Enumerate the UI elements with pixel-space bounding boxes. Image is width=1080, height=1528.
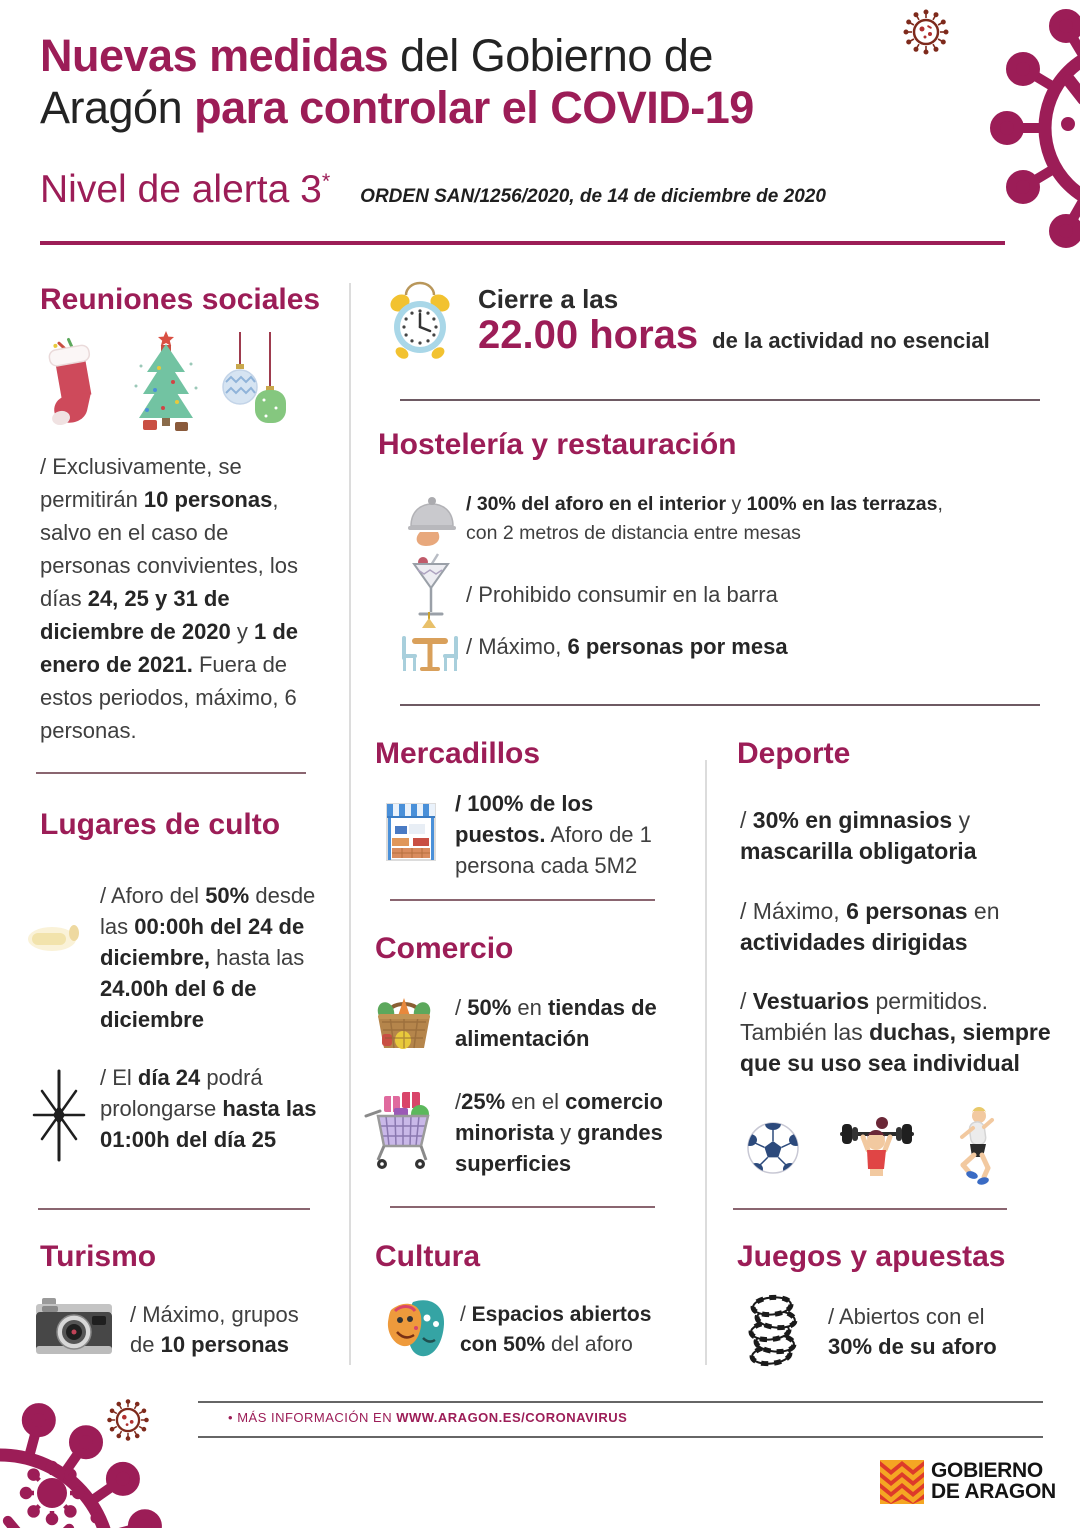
- christmas-tree-icon: [133, 330, 203, 438]
- section-divider: [36, 772, 306, 774]
- section-title-deporte: Deporte: [737, 737, 851, 770]
- section-divider: [733, 1208, 1007, 1210]
- order-reference: ORDEN SAN/1256/2020, de 14 de diciembre de 2020: [360, 186, 826, 207]
- hosteleria-item-text: / Máximo, 6 personas por mesa: [466, 634, 788, 659]
- bullet-icon: •: [228, 1410, 234, 1425]
- logo-text: GOBIERNO DE ARAGON: [931, 1459, 1056, 1503]
- virus-icon-small: [900, 6, 952, 58]
- christmas-stocking-icon: [42, 333, 108, 431]
- mercadillos-item-text: / 100% de los puestos. Aforo de 1 persona cada 5M2: [455, 791, 652, 878]
- virus-icon-large: [950, 0, 1080, 258]
- aragon-flag-icon: [880, 1460, 924, 1504]
- serving-cloche-icon: [404, 490, 462, 550]
- section-divider: [400, 704, 1040, 706]
- hosteleria-item-text: / Prohibido consumir en la barra: [466, 582, 778, 607]
- gobierno-aragon-logo: [880, 1460, 1056, 1504]
- deporte-item-text: / Vestuarios permitidos. También las duchas, siempre que su uso sea individual: [740, 988, 1051, 1076]
- comercio-item-text: / 50% en tiendas de alimentación: [455, 995, 657, 1051]
- section-title-hosteleria: Hostelería y restauración: [378, 428, 737, 461]
- section-divider: [390, 899, 655, 901]
- section-title-juegos: Juegos y apuestas: [737, 1240, 1006, 1273]
- weightlifter-icon: [838, 1110, 916, 1184]
- deporte-item-text: / Máximo, 6 personas en actividades dirigidas: [740, 898, 1000, 955]
- footer-url[interactable]: WWW.ARAGON.ES/CORONAVIRUS: [396, 1410, 628, 1425]
- section-divider: [390, 1206, 655, 1208]
- footer-divider: [198, 1436, 1043, 1438]
- section-divider: [400, 399, 1040, 401]
- juegos-item-text: / Abiertos con el 30% de su aforo: [828, 1304, 997, 1359]
- section-title-comercio: Comercio: [375, 932, 514, 965]
- section-title-turismo: Turismo: [40, 1240, 157, 1273]
- footer-divider: [198, 1401, 1043, 1403]
- candle-icon: [22, 915, 92, 959]
- reuniones-text: / Exclusivamente, se permitirán 10 personas, salvo en el caso de personas convivientes, los días 24, 25 y 31 de diciembre de 2020 y 1 de enero de 2021. Fuera de estos periodos, máximo, 6 personas.: [40, 454, 299, 743]
- soccer-ball-icon: [745, 1120, 801, 1176]
- cultura-item-text: / Espacios abiertos con 50% del aforo: [460, 1303, 652, 1356]
- market-stall-icon: [383, 796, 439, 866]
- page-title: Nuevas medidas del Gobierno de Aragón para controlar el COVID-19: [40, 30, 754, 134]
- runner-icon: [945, 1106, 1003, 1186]
- footer-info: • MÁS INFORMACIÓN EN WWW.ARAGON.ES/CORONAVIRUS: [228, 1410, 628, 1425]
- star-icon: [28, 1068, 90, 1163]
- hosteleria-item-text: / 30% del aforo en el interior y 100% en las terrazas, con 2 metros de distancia entre mesas: [466, 493, 943, 544]
- shopping-cart-icon: [362, 1088, 440, 1172]
- section-title-mercadillos: Mercadillos: [375, 737, 541, 770]
- section-divider: [38, 1208, 310, 1210]
- camera-icon: [34, 1296, 116, 1362]
- poker-chips-icon: [745, 1293, 803, 1367]
- header-divider: [40, 241, 1005, 245]
- closure-time: 22.00 horas: [478, 313, 699, 357]
- theater-masks-icon: [383, 1294, 449, 1362]
- culto-item-text: / Aforo del 50% desde las 00:00h del 24 de diciembre, hasta las 24.00h del 6 de diciembre: [100, 883, 316, 1032]
- column-divider: [349, 283, 351, 1365]
- alert-level: Nivel de alerta 3*: [40, 168, 331, 211]
- section-title-culto: Lugares de culto: [40, 808, 281, 841]
- section-title-cultura: Cultura: [375, 1240, 480, 1273]
- table-chairs-icon: [398, 610, 462, 686]
- virus-icon-small: [104, 1396, 152, 1444]
- closure-line1: Cierre a las: [478, 284, 619, 314]
- alarm-clock-icon: [383, 281, 457, 361]
- turismo-item-text: / Máximo, grupos de 10 personas: [130, 1302, 299, 1357]
- section-title-reuniones: Reuniones sociales: [40, 283, 321, 316]
- column-divider: [705, 760, 707, 1365]
- closure-suffix: de la actividad no esencial: [712, 328, 990, 353]
- deporte-item-text: / 30% en gimnasios y mascarilla obligatoria: [740, 807, 977, 864]
- christmas-baubles-icon: [222, 332, 290, 434]
- culto-item-text: / El día 24 podrá prolongarse hasta las 01:00h del día 25: [100, 1065, 317, 1152]
- food-basket-icon: [372, 990, 438, 1054]
- comercio-item-text: /25% en el comercio minorista y grandes superficies: [455, 1089, 663, 1176]
